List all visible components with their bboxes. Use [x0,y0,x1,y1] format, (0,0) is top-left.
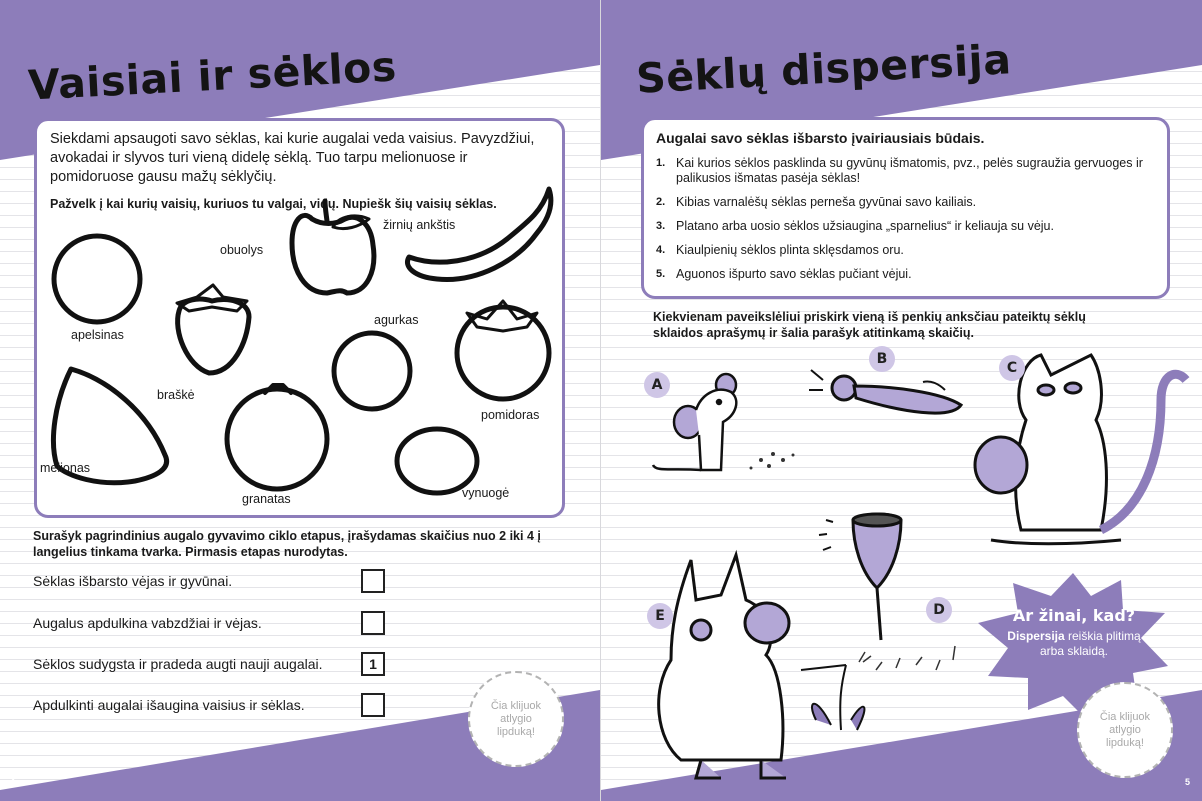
sticker-text-left: Čia klijuok atlygio lipduką! [490,699,542,738]
label-vynuoge: vynuogė [462,486,510,500]
badge-a: A [644,372,670,398]
list-item [656,267,1155,282]
badge-e: E [647,603,673,629]
label-melionas: melionas [40,461,91,475]
item-text: Kiaulpienių sėklos plinta sklęsdamos oru. [676,243,904,257]
step-1-box[interactable] [361,569,385,593]
right-page [601,0,1202,801]
seed-dots-a [750,452,795,470]
pomegranate-outline [227,389,327,489]
page-title-right: Sėklų dispersija [635,35,1013,103]
fact-text: reiškia plitimą arba sklaidą. [1039,629,1141,658]
item-text: Kibias varnalėšų sėklas perneša gyvūnai savo kailiais. [676,195,977,209]
label-granatas: granatas [242,492,291,506]
item-number: 1. [656,157,666,169]
fact-heading: Ar žinai, kad? [1012,606,1136,625]
step-2-text: Augalus apdulkina vabzdžiai ir vėjas. [33,615,262,631]
sticker-text-right: Čia klijuok atlygio lipduką! [1099,710,1151,749]
left-page [0,0,600,801]
grape-outline [397,429,477,493]
strawberry-top [177,285,247,311]
poppy-illustration [819,514,901,640]
page-title: Vaisiai ir sėklos [26,42,398,110]
item-number: 2. [656,196,666,208]
step-3-text: Sėklos sudygsta ir pradeda augti nauji augalai. [33,656,323,672]
step-4-box[interactable] [361,693,385,717]
dog-illustration [659,555,865,778]
peapod-outline [407,189,550,279]
label-obuolys: obuolys [220,243,264,257]
page-number-left: 4 [10,777,16,787]
dispersion-box [641,117,1170,299]
winged-seed-illustration [809,370,961,413]
item-number: 4. [656,244,666,256]
sticker-slot-right[interactable] [1077,682,1173,778]
orange-outline [54,236,140,322]
lifecycle-task: Surašyk pagrindinius augalo gyvavimo ciklo etapus, įrašydamas skaičius nuo 2 iki 4 į langelius tinkama tvarka. Pirmasis etapas nurodytas. [33,529,541,559]
dispersion-list [656,156,1155,282]
step-1-text: Sėklas išbarsto vėjas ir gyvūnai. [33,573,233,589]
list-item [656,243,1155,258]
list-item [656,219,1155,234]
page-number-right: 5 [1184,777,1190,787]
intro-text: Siekdami apsaugoti savo sėklas, kai kurie augalai veda vaisius. Pavyzdžiui, avokadai ir slyvos turi vieną didelę sėklą. Tuo tarpu melionuose ir pomidoruose gausu mažų sėklyčių. [50,131,535,185]
label-apelsinas: apelsinas [71,328,124,342]
item-number: 5. [656,268,666,280]
label-agurkas: agurkas [374,313,419,327]
item-number: 3. [656,220,666,232]
dispersion-box-title: Augalai savo sėklas išbarsto įvairiausiais būdais. [656,130,985,146]
draw-instruction: Pažvelk į kai kurių vaisių, kuriuos tu valgai, vidų. Nupiešk šių vaisių sėklas. [50,197,497,211]
apple-stem [325,201,327,221]
label-pomidoras: pomidoras [481,408,540,422]
badge-b: B [869,346,895,372]
fact-body [1001,629,1147,659]
list-item [656,195,1155,210]
item-text: Platano arba uosio sėklos užsiaugina „sparnelius“ ir keliauja su vėju. [676,219,1054,233]
label-braske: braškė [157,388,195,402]
step-4-text: Apdulkinti augalai išaugina vaisius ir sėklas. [33,697,305,713]
item-text: Aguonos išpurto savo sėklas pučiant vėjui. [676,267,912,281]
step-2-box[interactable] [361,611,385,635]
badge-c: C [999,355,1025,381]
badge-d: D [926,597,952,623]
match-instruction: Kiekvienam paveikslėliui priskirk vieną iš penkių anksčiau pateiktų sėklų sklaidos aprašymų ir šalia parašyk atitinkamą skaičių. [653,310,1086,340]
fruit-outlines [37,121,562,515]
fact-term: Dispersija [1007,629,1065,643]
label-zirniu-ankstis: žirnių ankštis [383,218,456,232]
cat-illustration [975,355,1186,544]
list-item [656,156,1155,186]
sticker-slot-left[interactable] [468,671,564,767]
fact-content [1001,606,1147,659]
step-3-box[interactable]: 1 [361,652,385,676]
dandelion-seeds [859,646,955,670]
cucumber-outline [334,333,410,409]
item-text: Kai kurios sėklos pasklinda su gyvūnų išmatomis, pvz., pelės sugraužia gervuoges ir palikusios išmatas pasėja sėklas! [676,156,1143,185]
fruit-box [34,118,565,518]
